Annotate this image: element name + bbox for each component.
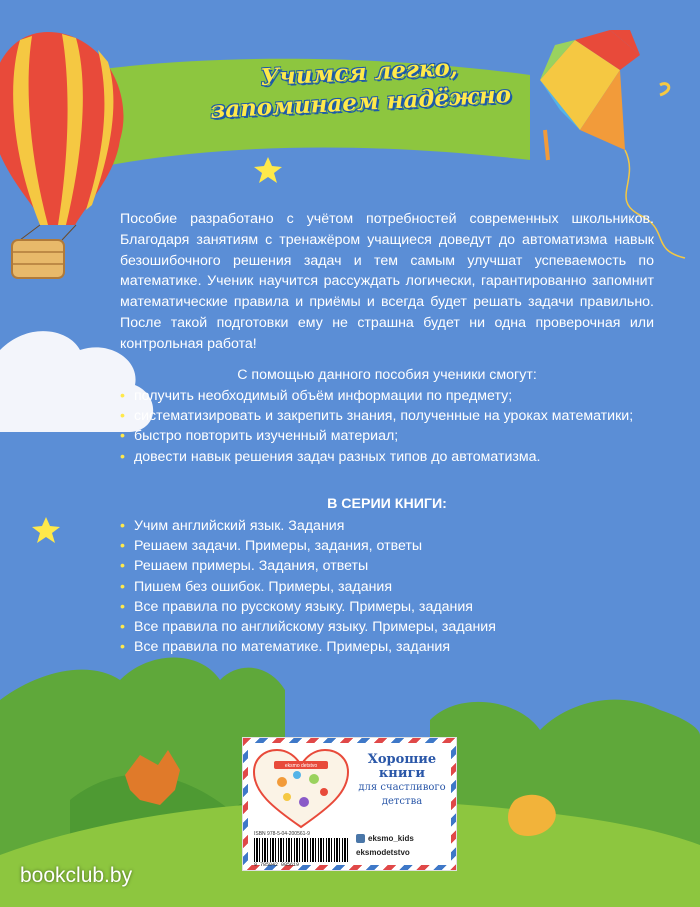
barcode-number: 9 785042 005619 [254, 862, 300, 868]
benefits-list [120, 386, 660, 467]
watermark: bookclub.by [20, 864, 133, 887]
isbn-text: ISBN 978-5-04-200561-9 [254, 831, 310, 837]
list-item: • получить необходимый объём информации по предмету; [120, 386, 660, 406]
list-item: • довести навык решения задач разных типов до автоматизма. [120, 447, 660, 467]
slogan [356, 753, 448, 809]
slogan-line-2: книги [378, 766, 426, 781]
list-item: • Решаем задачи. Примеры, задания, ответы [120, 536, 660, 556]
intro-paragraph: Пособие разработано с учётом потребностей современных школьников. Благодаря занятиям с тренажёром учащиеся доведут до автоматизма навык безошибочного решения задач и тем самым улучшат успеваемость по математике. Ученик научится рассуждать логически, гарантированно запомнит математические правила и приёмы и всегда будет решать задачи правильно. После такой подготовки ему не страшна будет ни одна проверочная или контрольная работа! [120, 211, 654, 352]
card-inner [248, 743, 451, 868]
social-handle: eksmo_kids [368, 833, 414, 843]
slogan-line-3: для счастливого [358, 782, 446, 793]
social-links [356, 831, 414, 859]
list-item: • Пишем без ошибок. Примеры, задания [120, 577, 660, 597]
vk-icon [356, 834, 365, 843]
series-heading: В СЕРИИ КНИГИ: [327, 496, 447, 512]
list-item: • Учим английский язык. Задания [120, 516, 660, 536]
svg-text:eksmo detstvo: eksmo detstvo [284, 763, 318, 769]
barcode-card [243, 738, 456, 870]
heart-logo-icon [252, 747, 350, 831]
list-item: • Все правила по русскому языку. Примеры, задания [120, 597, 660, 617]
social-row-vk[interactable] [356, 831, 414, 845]
slogan-line-4: детства [381, 796, 423, 807]
list-item: • Все правила по английскому языку. Примеры, задания [120, 617, 660, 637]
title-line-1: Учимся легко, [259, 53, 459, 92]
slogan-line-1: Хорошие [367, 752, 437, 767]
title-line-2: запоминаем надёжно [209, 81, 512, 124]
list-item: • Все правила по математике. Примеры, задания [120, 637, 660, 657]
list-item: • быстро повторить изученный материал; [120, 426, 660, 446]
social-handle: eksmodetstvo [356, 847, 410, 857]
list-item: • систематизировать и закрепить знания, полученные на уроках математики; [120, 406, 660, 426]
benefits-heading: С помощью данного пособия ученики смогут: [237, 367, 537, 383]
barcode [254, 838, 348, 862]
social-row-web[interactable] [356, 845, 414, 859]
series-list [120, 516, 660, 657]
list-item: • Решаем примеры. Задания, ответы [120, 556, 660, 576]
